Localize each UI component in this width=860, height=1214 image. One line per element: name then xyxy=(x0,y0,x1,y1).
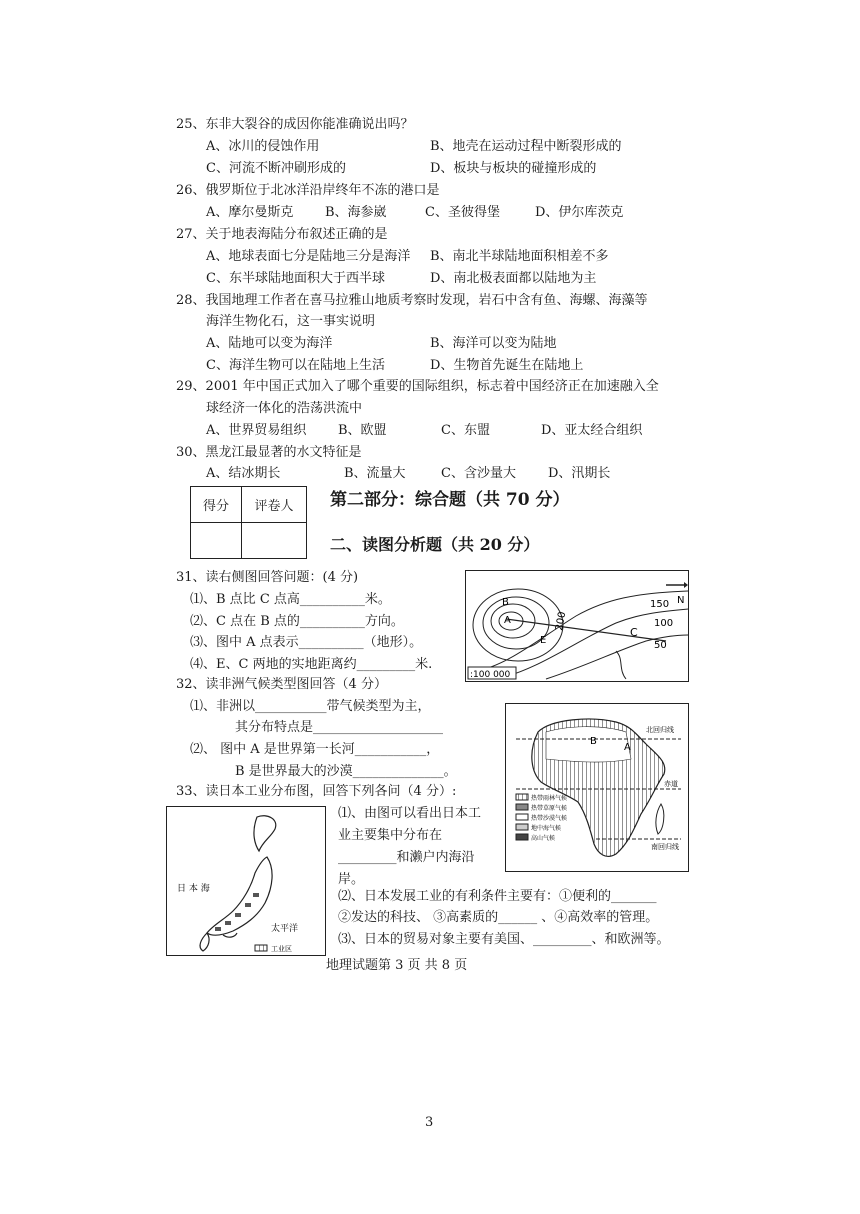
q27-option-c: C、东半球陆地面积大于西半球 xyxy=(206,271,385,286)
map3-legend: 工业区 xyxy=(271,945,292,953)
map3-sea-label: 日 本 海 xyxy=(177,884,210,894)
score-cell[interactable] xyxy=(191,523,242,559)
map2-tropic-north: 北回归线 xyxy=(646,726,674,734)
q32-item-4: B 是世界最大的沙漠______________。 xyxy=(235,764,457,779)
q28-option-a: A、陆地可以变为海洋 xyxy=(206,336,333,351)
q28-option-b: B、海洋可以变为陆地 xyxy=(430,336,557,351)
q26-option-a: A、摩尔曼斯克 xyxy=(206,205,294,220)
q29-option-b: B、欧盟 xyxy=(338,423,387,438)
q30-option-b: B、流量大 xyxy=(344,466,406,481)
q25-option-a: A、冰川的侵蚀作用 xyxy=(206,139,320,154)
map1-point-e: E xyxy=(540,635,547,646)
q26-option-b: B、海参崴 xyxy=(325,205,387,220)
africa-climate-map xyxy=(505,703,689,872)
question-33: 33、读日本工业分布图，回答下列各问（4 分）: xyxy=(176,784,457,799)
q25-option-c: C、河流不断冲刷形成的 xyxy=(206,161,346,176)
question-26: 26、俄罗斯位于北冰洋沿岸终年不冻的港口是 xyxy=(176,183,440,198)
map1-point-b: B xyxy=(502,597,509,608)
q27-option-d: D、南北极表面都以陆地为主 xyxy=(430,271,597,286)
map2-legend-4: 地中海气候 xyxy=(531,825,562,832)
map1-contour-50: 50 xyxy=(654,640,667,651)
q27-option-b: B、南北半球陆地面积相差不多 xyxy=(430,249,609,264)
map1-contour-100: 100 xyxy=(654,618,674,629)
map2-legend-3: 热带沙漠气候 xyxy=(531,815,568,822)
question-31: 31、读右侧图回答问题：(4 分) xyxy=(176,570,359,585)
q30-option-a: A、结冰期长 xyxy=(206,466,281,481)
q32-item-1: ⑴、非洲以___________带气候类型为主， xyxy=(190,699,431,714)
q25-option-d: D、板块与板块的碰撞形成的 xyxy=(430,161,597,176)
question-27: 27、关于地表海陆分布叙述正确的是 xyxy=(176,227,388,242)
footer: 地理试题第 3 页 共 8 页 xyxy=(326,958,468,973)
map2-legend-5: 高山气候 xyxy=(531,835,556,842)
question-28: 28、我国地理工作者在喜马拉雅山地质考察时发现，岩石中含有鱼、海螺、海藻等 xyxy=(176,293,648,308)
q29-option-d: D、亚太经合组织 xyxy=(541,423,643,438)
map1-scale: :100 000 xyxy=(470,670,511,680)
grader-header: 评卷人 xyxy=(242,487,307,523)
map2-legend-1: 热带雨林气候 xyxy=(531,795,568,802)
map1-contour-150: 150 xyxy=(650,599,670,610)
q29-option-a: A、世界贸易组织 xyxy=(206,423,307,438)
q32-item-2: 其分布特点是____________________ xyxy=(235,720,444,735)
q31-item-4: ⑷、E、C 两地的实地距离约_________米. xyxy=(190,657,433,672)
section-title: 二、读图分析题（共 20 分） xyxy=(330,535,540,554)
map1-north-label: N xyxy=(677,595,685,606)
japan-industry-map xyxy=(166,806,326,956)
page-number: 3 xyxy=(425,1115,434,1130)
q33-item-3: ⑶、日本的贸易对象主要有美国、_________、和欧洲等。 xyxy=(338,932,670,947)
map3-ocean-label: 太平洋 xyxy=(271,924,299,934)
q29-option-c: C、东盟 xyxy=(441,423,490,438)
question-25: 25、东非大裂谷的成因你能准确说出吗？ xyxy=(176,117,414,132)
q28-option-d: D、生物首先诞生在陆地上 xyxy=(430,358,584,373)
question-28-cont: 海洋生物化石，这一事实说明 xyxy=(206,314,376,329)
q33-item-2b: ②发达的科技、 ③高素质的______ 、④高效率的管理。 xyxy=(338,910,659,925)
part2-title: 第二部分：综合题（共 70 分） xyxy=(330,490,570,510)
map2-equator: 赤道 xyxy=(664,780,678,788)
question-29-cont: 球经济一体化的浩荡洪流中 xyxy=(206,401,363,416)
q27-option-a: A、地球表面七分是陆地三分是海洋 xyxy=(206,249,411,264)
q25-option-b: B、地壳在运动过程中断裂形成的 xyxy=(430,139,622,154)
q30-option-d: D、汛期长 xyxy=(548,466,611,481)
q26-option-d: D、伊尔库茨克 xyxy=(535,205,624,220)
q33-item-1b: 业主要集中分布在 xyxy=(338,828,443,843)
map1-contour-200: 200 xyxy=(554,610,569,632)
q28-option-c: C、海洋生物可以在陆地上生活 xyxy=(206,358,385,373)
q32-item-3: ⑵、 图中 A 是世界第一长河___________， xyxy=(190,742,440,757)
q33-item-1a: ⑴、由图可以看出日本工 xyxy=(338,806,482,821)
map1-point-c: C xyxy=(630,626,638,639)
score-header: 得分 xyxy=(191,487,242,523)
map2-label-a: A xyxy=(624,742,631,753)
q31-item-2: ⑵、C 点在 B 点的__________方向。 xyxy=(190,614,404,629)
q26-option-c: C、圣彼得堡 xyxy=(425,205,500,220)
question-29: 29、2001 年中国正式加入了哪个重要的国际组织，标志着中国经济正在加速融入全 xyxy=(176,379,659,394)
q33-item-1c: _________和濑户内海沿 xyxy=(338,850,475,865)
q33-item-1d: 岸。 xyxy=(338,872,365,887)
q30-option-c: C、含沙量大 xyxy=(441,466,516,481)
question-32: 32、读非洲气候类型图回答（4 分） xyxy=(176,677,387,692)
question-30: 30、黑龙江最显著的水文特征是 xyxy=(176,445,362,460)
map2-label-b: B xyxy=(590,736,597,747)
contour-map xyxy=(465,570,689,682)
map1-point-a: A xyxy=(504,615,511,626)
grader-cell[interactable] xyxy=(242,523,307,559)
q31-item-3: ⑶、图中 A 点表示__________（地形）。 xyxy=(190,635,423,650)
map2-tropic-south: 南回归线 xyxy=(651,843,679,851)
q31-item-1: ⑴、B 点比 C 点高__________米。 xyxy=(190,592,391,607)
score-table xyxy=(190,486,307,559)
map2-legend-2: 热带草原气候 xyxy=(531,805,568,812)
q33-item-2: ⑵、日本发展工业的有利条件主要有：①便利的_______ xyxy=(338,889,657,904)
